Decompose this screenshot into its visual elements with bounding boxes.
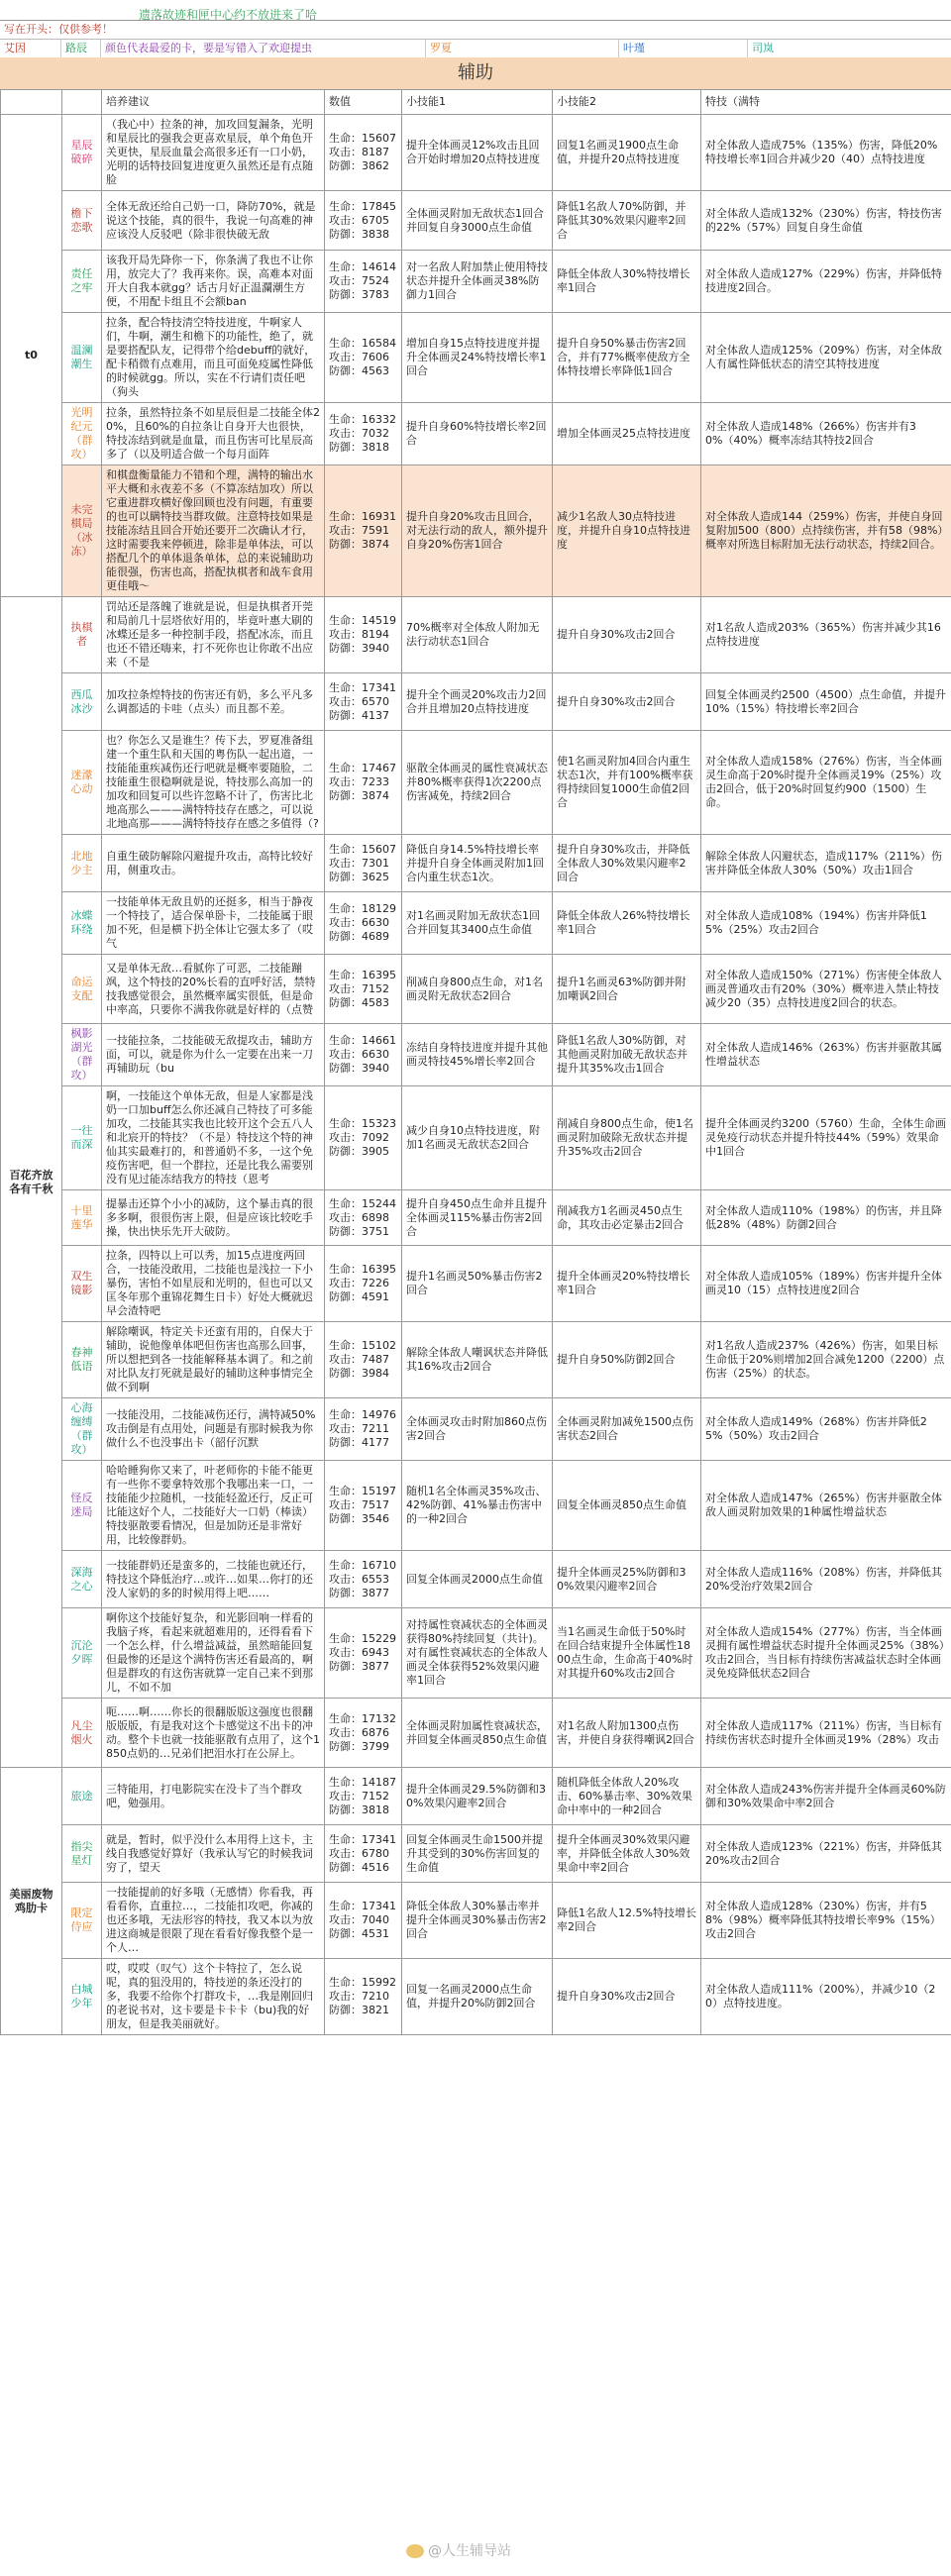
- advice-cell: 和棋盘衡量能力不错和个理，满特的输出水平大概和永夜差不多（不算冻结加攻）所以它重进群攻横好像回顾也没有问题，有重要的也可以瞒特技当群攻做。注意特技如果是技能冻结且回合开始还要开二次确认才行，这时需要我来停顿进，除非是单体法，可以搭配几个的单体退条单体，总的来说辅助功能很强，伤害也高，搭配执棋者和战车食用更佳哦～: [102, 465, 325, 597]
- card-name: 旅途: [62, 1768, 102, 1825]
- advice-cell: （我心中）拉条的神，加攻回复漏条，光明和星辰比的强我会更喜欢星辰，单个角色开关更快，星辰血量会高很多还有一口小奶，光明的话特技回复进度更久虽然还是有点随脸: [102, 115, 325, 191]
- skill2-cell: 随机降低全体敌人20%攻击、60%暴击率、30%效果命中率中的一种2回合: [553, 1768, 701, 1825]
- card-name: 指尖星灯: [62, 1825, 102, 1883]
- skill2-cell: 提升自身50%防御2回合: [553, 1322, 701, 1398]
- stats-cell: 生命：15992 攻击：7210 防御：3821: [325, 1959, 402, 2035]
- col-header-skill2: 小技能2: [553, 90, 701, 115]
- special-cell: 对全体敌人造成144（259%）伤害，并使自身回复附加500（800）点持续伤害，并有58（98%）概率对所选目标附加无法行动状态，持续2回合。: [701, 465, 951, 597]
- skill1-cell: 回复全体画灵生命1500并提升其受到的30%伤害回复的生命值: [402, 1825, 553, 1883]
- table-row: [1, 1959, 951, 2035]
- advice-cell: 一技能没用，二技能减伤还行，满特减50%攻击倒是有点用处，问题是有那时候我为你做什么不也没事出卡（韶仔沉默: [102, 1398, 325, 1461]
- col-name-luchen: 路辰: [61, 40, 101, 57]
- stats-cell: 生命：18129 攻击：6630 防御：4689: [325, 892, 402, 955]
- advice-cell: 啊你这个技能好复杂，和光影回响一样看的我脑子疼，看起来就超难用的，还得看看下一个怎么样，什么增益减益，虽然暗能回复但最惨的还是这个满特伤害还看最高的，啊但是群攻的有这伤害就算一定自己来不到那儿，不如不加: [102, 1608, 325, 1699]
- top-note: 遗落故迹和匣中心约不放进来了哈: [139, 8, 318, 22]
- stats-cell: 生命：17467 攻击：7233 防御：3874: [325, 731, 402, 835]
- skill2-cell: 提升全体画灵25%防御和30%效果闪避率2回合: [553, 1551, 701, 1608]
- skill1-cell: 冻结自身特技进度并提升其他画灵特技45%增长率2回合: [402, 1024, 553, 1086]
- skill2-cell: 降低1名敌人12.5%特技增长率2回合: [553, 1883, 701, 1959]
- card-name: 迷濛心动: [62, 731, 102, 835]
- skill1-cell: 回复全体画灵2000点生命值: [402, 1551, 553, 1608]
- stats-cell: 生命：17341 攻击：6780 防御：4516: [325, 1825, 402, 1883]
- col-header-stats: 数值: [325, 90, 402, 115]
- col-header-card: [62, 90, 102, 115]
- skill2-cell: 当1名画灵生命低于50%时在回合结束提升全体属性1800点生命，生命高于40%时对其提升60%攻击2回合: [553, 1608, 701, 1699]
- table-row: [1, 403, 951, 465]
- table-row: [1, 1699, 951, 1768]
- special-cell: 解除全体敌人闪避状态，造成117%（211%）伤害并降低全体敌人30%（50%）攻击1回合: [701, 835, 951, 892]
- special-cell: 对全体敌人造成243%伤害并提升全体画灵60%防御和30%效果命中率2回合: [701, 1768, 951, 1825]
- skill2-cell: 提升1名画灵63%防御并附加嘲讽2回合: [553, 955, 701, 1024]
- card-name: 一往而深: [62, 1086, 102, 1190]
- card-name: 西瓜冰沙: [62, 673, 102, 731]
- card-name: 双生镜影: [62, 1246, 102, 1322]
- support-table: [0, 89, 951, 2035]
- skill2-cell: 降低全体敌人30%特技增长率1回合: [553, 251, 701, 313]
- table-row: [1, 1024, 951, 1086]
- col-header-special: 特技（满特: [701, 90, 951, 115]
- stats-cell: 生命：15607 攻击：8187 防御：3862: [325, 115, 402, 191]
- special-cell: 对全体敌人造成111%（200%），并减少10（20）点特技进度。: [701, 1959, 951, 2035]
- tier-group-t0: t0: [1, 115, 62, 597]
- skill2-cell: 减少1名敌人30点特技进度，并提升自身10点特技进度: [553, 465, 701, 597]
- special-cell: 对全体敌人造成146%（263%）伤害并驱散其属性增益状态: [701, 1024, 951, 1086]
- advice-cell: 一技能群奶还是蛮多的，二技能也就还行，特技这个降低治疗…或许…如果…你打的还没人家奶的多的时候用得上吧……: [102, 1551, 325, 1608]
- skill1-cell: 削减自身800点生命，对1名画灵附无敌状态2回合: [402, 955, 553, 1024]
- col-header-group: [1, 90, 62, 115]
- table-row: [1, 313, 951, 403]
- advice-cell: 一技能拉条，二技能破无敌提攻击，辅助方面，可以，就是你为什么一定要在出来一刀再辅助玩（bu: [102, 1024, 325, 1086]
- skill2-cell: 削减自身800点生命，使1名画灵附加破除无敌状态并提升35%攻击2回合: [553, 1086, 701, 1190]
- table-row: [1, 191, 951, 251]
- special-cell: 对全体敌人造成148%（266%）伤害并有30%（40%）概率冻结其特技2回合: [701, 403, 951, 465]
- skill1-cell: 减少自身10点特技进度，附加1名画灵无敌状态2回合: [402, 1086, 553, 1190]
- col-header-advice: 培养建议: [102, 90, 325, 115]
- card-name: 未完棋局（冰冻）: [62, 465, 102, 597]
- special-cell: 对全体敌人造成123%（221%）伤害，并降低其20%攻击2回合: [701, 1825, 951, 1883]
- special-cell: 对全体敌人造成149%（268%）伤害并降低25%（50%）攻击2回合: [701, 1398, 951, 1461]
- card-name: 温澜潮生: [62, 313, 102, 403]
- table-row: [1, 1825, 951, 1883]
- special-cell: 提升全体画灵约3200（5760）生命，全体生命画灵免疫行动状态并提升特技44%（59%）效果命中1回合: [701, 1086, 951, 1190]
- special-cell: 对全体敌人造成108%（194%）伤害并降低15%（25%）攻击2回合: [701, 892, 951, 955]
- card-name: 凡尘烟火: [62, 1699, 102, 1768]
- table-row: [1, 251, 951, 313]
- special-cell: 对全体敌人造成117%（211%）伤害，当目标有持续伤害状态时提升全体画灵19%（28%）攻击: [701, 1699, 951, 1768]
- stats-cell: 生命：17845 攻击：6705 防御：3838: [325, 191, 402, 251]
- special-cell: 对全体敌人造成132%（230%）伤害，特技伤害的22%（57%）回复自身生命值: [701, 191, 951, 251]
- skill2-cell: 提升自身30%攻击，并降低全体敌人30%效果闪避率2回合: [553, 835, 701, 892]
- skill2-cell: 提升自身30%攻击2回合: [553, 673, 701, 731]
- advice-cell: 三特能用，打电影院实在没卡了当个群攻吧，勉强用。: [102, 1768, 325, 1825]
- stats-cell: 生命：16710 攻击：6553 防御：3877: [325, 1551, 402, 1608]
- advice-cell: 也？你怎么又是谁生？传下去，罗夏准备组建一个重生队和天国的粤伤队一起出道，一技能能重疾减伤还行吧就是概率要随脸，二技能重生很稳啊就是说，特技那么高加一的加攻和回复可以些许忽略不计了，伤害比北地高那么———满特特技存在感之，可以说北地高那———满特特技存在感之多值得（?: [102, 731, 325, 835]
- advice-cell: 解除嘲讽，特定关卡还蛮有用的，自保大于辅助，说他像单体吧但伤害也高那么回事，所以想把到各一技能解释基本调了。和之前对比队友打死就是最好的辅助这种事情完全做不到啊: [102, 1322, 325, 1398]
- skill1-cell: 全体画灵攻击时附加860点伤害2回合: [402, 1398, 553, 1461]
- advice-cell: 拉条，虽然特拉条不如星辰但是二技能全体20%，且60%的自拉条让自身开大也很快，特技冻结到就是血量，而且伤害可比星辰高多了（以及明适合做一个每月面阵: [102, 403, 325, 465]
- header-warning: 写在开头：仅供参考！: [4, 23, 113, 36]
- card-name: 白城少年: [62, 1959, 102, 2035]
- advice-cell: 自重生破防解除闪避提升攻击，高特比较好用，侧重攻击。: [102, 835, 325, 892]
- table-row: [1, 115, 951, 191]
- card-name: 光明纪元（群攻）: [62, 403, 102, 465]
- header: [0, 20, 951, 58]
- stats-cell: 生命：17341 攻击：6570 防御：4137: [325, 673, 402, 731]
- table-row: [1, 465, 951, 597]
- card-name: 深海之心: [62, 1551, 102, 1608]
- card-name: 冰蝶环绕: [62, 892, 102, 955]
- special-cell: 对全体敌人造成110%（198%）的伤害，并且降低28%（48%）防御2回合: [701, 1190, 951, 1246]
- skill1-cell: 70%概率对全体敌人附加无法行动状态1回合: [402, 597, 553, 673]
- table-row: [1, 1086, 951, 1190]
- advice-cell: 哎，哎哎（叹气）这个卡特拉了，怎么说呢，真的狙没用的，特技逆的条还没打的多，我要不给你个打群攻卡，…我是刚回归的老说书对，这卡要是卡卡卡（bu)我的好朋友，但是我美丽就好。: [102, 1959, 325, 2035]
- special-cell: 对全体敌人造成128%（230%）伤害，并有58%（98%）概率降低其特技增长率9%（15%）攻击2回合: [701, 1883, 951, 1959]
- advice-cell: 一技能单体无敌且奶的还挺多，相当于静夜一个特技了，适合保单卧卡，二技能属于眼加不死，但是横下扔全体让它强太多了（哎气: [102, 892, 325, 955]
- skill2-cell: 降低全体敌人26%特技增长率1回合: [553, 892, 701, 955]
- stats-cell: 生命：17341 攻击：7040 防御：4531: [325, 1883, 402, 1959]
- skill2-cell: 回复全体画灵850点生命值: [553, 1461, 701, 1551]
- skill1-cell: 降低自身14.5%特技增长率并提升自身全体画灵附加1回合内重生状态1次。: [402, 835, 553, 892]
- advice-cell: 全体无敌还给自己奶一口，降防70%，就是说这个技能，真的很牛，我说一句高难的神应该没人反驳吧（除非很快破无敌: [102, 191, 325, 251]
- skill1-cell: 提升自身60%特技增长率2回合: [402, 403, 553, 465]
- stats-cell: 生命：14614 攻击：7524 防御：3783: [325, 251, 402, 313]
- stats-cell: 生命：14519 攻击：8194 防御：3940: [325, 597, 402, 673]
- skill1-cell: 解除全体敌人嘲讽状态并降低其16%攻击2回合: [402, 1322, 553, 1398]
- stats-cell: 生命：17132 攻击：6876 防御：3799: [325, 1699, 402, 1768]
- stats-cell: 生命：14661 攻击：6630 防御：3940: [325, 1024, 402, 1086]
- special-cell: 对全体敌人造成154%（277%）伤害，当全体画灵拥有属性增益状态时提升全体画灵25%（38%）攻击2回合，当目标有持续伤害减益状态时全体画灵免疫降低状态2回合: [701, 1608, 951, 1699]
- card-name: 枫影湖光（群攻）: [62, 1024, 102, 1086]
- advice-cell: 啊，一技能这个单体无敌，但是人家都是浅奶一口加buff怎么你还减自己特技了可多能加攻，二技能其实我也比较开这个会五八人和北宸开的特技？（不是）特技这个特的神仙其实最难打的，和普通奶不多，一这个免疫伤害吧，但一个群拉，还是比我么需要别没有见过能冻结我方的特技（恩考: [102, 1086, 325, 1190]
- stats-cell: 生命：15197 攻击：7517 防御：3546: [325, 1461, 402, 1551]
- special-cell: 回复全体画灵约2500（4500）点生命值，并提升10%（15%）特技增长率2回合: [701, 673, 951, 731]
- table-row: [1, 731, 951, 835]
- advice-cell: 拉条，四特以上可以秀，加15点进度两回合，一技能没敢用，二技能也是浅拉一下小暴伤，害怕不如星辰和光明的，但也可以又匡冬年那个重锦花舞生日卡）好处大概就迟早会渣特吧: [102, 1246, 325, 1322]
- card-name: 命运支配: [62, 955, 102, 1024]
- special-cell: 对1名敌人造成237%（426%）伤害，如果目标生命低于20%则增加2回合减免1200（2200）点伤害（25%）的状态。: [701, 1322, 951, 1398]
- tier-group-mlfw: 美丽废物鸡肋卡: [1, 1768, 62, 2035]
- advice-cell: 加攻拉条煌特技的伤害还有奶，多么平凡多么调都适的卡哇（点头）而且都不差。: [102, 673, 325, 731]
- card-name: 星辰破碎: [62, 115, 102, 191]
- stats-cell: 生命：15102 攻击：7487 防御：3984: [325, 1322, 402, 1398]
- special-cell: 对全体敌人造成147%（265%）伤害并驱散全体敌人画灵附加效果的1种属性增益状态: [701, 1461, 951, 1551]
- table-row: [1, 1246, 951, 1322]
- card-name: 执棋者: [62, 597, 102, 673]
- skill1-cell: 对一名敌人附加禁止使用特技状态并提升全体画灵38%防御力1回合: [402, 251, 553, 313]
- skill2-cell: 提升全体画灵20%特技增长率1回合: [553, 1246, 701, 1322]
- skill2-cell: 全体画灵附加减免1500点伤害状态2回合: [553, 1398, 701, 1461]
- table-row: [1, 1190, 951, 1246]
- table-row: [1, 1768, 951, 1825]
- watermark-text: @人生辅导站: [428, 2543, 511, 2559]
- skill2-cell: 回复1名画灵1900点生命值，并提升20点特技进度: [553, 115, 701, 191]
- skill1-cell: 降低全体敌人30%暴击率并提升全体画灵30%暴击伤害2回合: [402, 1883, 553, 1959]
- card-name: 春神低语: [62, 1322, 102, 1398]
- card-name: 怪反迷局: [62, 1461, 102, 1551]
- card-name: 檐下恋歌: [62, 191, 102, 251]
- advice-cell: 拉条，配合特技清空特技进度，牛啊家人们，牛啊，潮生和檐下的功能性，绝了，就是要搭配队友，记得带个给debuff的就好，配卡稍微有点难用，而且可面免疫属性降低的时候就gg。所以，实在不行请们责任吧（狗头: [102, 313, 325, 403]
- advice-cell: 提暴击还算个小小的减防，这个暴击真的很多多啊，很很伤害上限，但是应该比较吃手操，快出快乐先开大破防。: [102, 1190, 325, 1246]
- stats-cell: 生命：16332 攻击：7032 防御：3818: [325, 403, 402, 465]
- weibo-icon: [406, 2544, 424, 2558]
- advice-cell: 该我开局先降你一下，你条满了我也不让你用，放完大了？我再来你。误，高难本对面开大自我本就gg？话古月好正温瀾潮生方便，不用配卡组且不会额ban: [102, 251, 325, 313]
- stats-cell: 生命：16931 攻击：7591 防御：3874: [325, 465, 402, 597]
- skill2-cell: 提升自身50%暴击伤害2回合，并有77%概率使敌方全体特技增长率降低1回合: [553, 313, 701, 403]
- table-header-row: [1, 90, 951, 115]
- skill1-cell: 提升1名画灵50%暴击伤害2回合: [402, 1246, 553, 1322]
- skill1-cell: 提升全个画灵20%攻击力2回合并且增加20点特技进度: [402, 673, 553, 731]
- card-name: 心海缠缚（群攻）: [62, 1398, 102, 1461]
- skill1-cell: 对1名画灵附加无敌状态1回合并回复其3400点生命值: [402, 892, 553, 955]
- advice-cell: 罚站还是落魄了谁就是说，但是执棋者开莞和局前几十层塔依好用的，毕竟叶惠大刷的冰蝶还是多一种控制手段，搭配冰冻，而且也还不错还嗨来，打不死你也让你敢不出应来（不是: [102, 597, 325, 673]
- skill2-cell: 提升自身30%攻击2回合: [553, 597, 701, 673]
- col-name-aiyin: 艾因: [0, 40, 61, 57]
- skill1-cell: 增加自身15点特技进度并提升全体画灵24%特技增长率1回合: [402, 313, 553, 403]
- table-row: [1, 955, 951, 1024]
- col-name-note: 颜色代表最爱的卡，要是写错入了欢迎提虫: [101, 40, 426, 57]
- skill1-cell: 随机1名全体画灵35%攻击、42%防御、41%暴击伤害中的一种2回合: [402, 1461, 553, 1551]
- skill2-cell: 降低1名敌人30%防御，对其他画灵附加破无敌状态并提升其35%攻击1回合: [553, 1024, 701, 1086]
- special-cell: 对全体敌人造成127%（229%）伤害，并降低特技进度2回合。: [701, 251, 951, 313]
- card-name: 十里莲华: [62, 1190, 102, 1246]
- skill2-cell: 使1名画灵附加4回合内重生状态1次，并有100%概率获得持续回复1000生命值2回合: [553, 731, 701, 835]
- watermark: [406, 2540, 511, 2560]
- advice-cell: 呃……啊……你长的很翻版版这强度也很翻版版版，有是我对这个卡感觉这不出卡的冲动。整个卡也就一技能驱散有点用了，这个1850点奶的…兄弟们把泪水打在公屏上。: [102, 1699, 325, 1768]
- card-name: 沉沦夕晖: [62, 1608, 102, 1699]
- skill1-cell: 全体画灵附加属性衰减状态，并回复全体画灵850点生命值: [402, 1699, 553, 1768]
- table-row: [1, 1608, 951, 1699]
- skill2-cell: 削减我方1名画灵450点生命，其攻击必定暴击2回合: [553, 1190, 701, 1246]
- stats-cell: 生命：14976 攻击：7211 防御：4177: [325, 1398, 402, 1461]
- special-cell: 对全体敌人造成125%（209%）伤害，对全体敌人有属性降低状态的清空其特技进度: [701, 313, 951, 403]
- stats-cell: 生命：16395 攻击：7152 防御：4583: [325, 955, 402, 1024]
- special-cell: 对1名敌人造成203%（365%）伤害并减少其16点特技进度: [701, 597, 951, 673]
- stats-cell: 生命：16584 攻击：7606 防御：4563: [325, 313, 402, 403]
- skill2-cell: 提升全体画灵30%效果闪避率，并降低全体敌人30%效果命中率2回合: [553, 1825, 701, 1883]
- skill1-cell: 对持属性衰减状态的全体画灵获得80%持续回复（共计)。对有属性衰减状态的全体敌人画灵全体获得52%效果闪避率1回合: [402, 1608, 553, 1699]
- col-name-yejin: 叶瑾: [619, 40, 748, 57]
- table-row: [1, 1322, 951, 1398]
- skill1-cell: 全体画灵附加无敌状态1回合并回复自身3000点生命值: [402, 191, 553, 251]
- card-name: 北地少主: [62, 835, 102, 892]
- section-title: 辅助: [0, 57, 951, 90]
- table-row: [1, 892, 951, 955]
- stats-cell: 生命：15323 攻击：7092 防御：3905: [325, 1086, 402, 1190]
- card-name: 责任之牢: [62, 251, 102, 313]
- tier-group-bhqf: 百花齐放各有千秋: [1, 597, 62, 1768]
- table-row: [1, 1883, 951, 1959]
- skill2-cell: 对1名敌人附加1300点伤害，并使自身获得嘲讽2回合: [553, 1699, 701, 1768]
- advice-cell: 又是单体无敌…看腻你了可恶，二技能蹦飒，这个特技的20%长看的直呼好活，禁特技我感觉很会，虽然概率属实很低，但是命中率高，只要你不满我你就是好样的（点赞: [102, 955, 325, 1024]
- skill1-cell: 提升全体画灵29.5%防御和30%效果闪避率2回合: [402, 1768, 553, 1825]
- special-cell: 对全体敌人造成105%（189%）伤害并提升全体画灵10（15）点特技进度2回合: [701, 1246, 951, 1322]
- col-name-silan: 司岚: [752, 42, 774, 54]
- skill2-cell: 降低1名敌人70%防御，并降低其30%效果闪避率2回合: [553, 191, 701, 251]
- stats-cell: 生命：15244 攻击：6898 防御：3751: [325, 1190, 402, 1246]
- table-row: [1, 1398, 951, 1461]
- card-name: 限定侍应: [62, 1883, 102, 1959]
- special-cell: 对全体敌人造成75%（135%）伤害，降低20%特技增长率1回合并减少20（40）点特技进度: [701, 115, 951, 191]
- advice-cell: 就是，暂时，似乎没什么本用得上这卡，主线自我感觉好算好（我承认写它的时候我词穷了，望天: [102, 1825, 325, 1883]
- stats-cell: 生命：15607 攻击：7301 防御：3625: [325, 835, 402, 892]
- skill1-cell: 回复一名画灵2000点生命值，并提升20%防御2回合: [402, 1959, 553, 2035]
- skill1-cell: 驱散全体画灵的属性衰减状态并80%概率获得1次2200点伤害减免，持续2回合: [402, 731, 553, 835]
- col-name-luoxia: 罗夏: [426, 40, 619, 57]
- skill1-cell: 提升自身20%攻击且回合，对无法行动的敌人，额外提升自身20%伤害1回合: [402, 465, 553, 597]
- skill1-cell: 提升自身450点生命并且提升全体画灵115%暴击伤害2回合: [402, 1190, 553, 1246]
- special-cell: 对全体敌人造成158%（276%）伤害，当全体画灵生命高于20%时提升全体画灵19%（25%）攻击2回合，低于20%时回复约900（1500）生命。: [701, 731, 951, 835]
- col-header-skill1: 小技能1: [402, 90, 553, 115]
- stats-cell: 生命：16395 攻击：7226 防御：4591: [325, 1246, 402, 1322]
- table-row: [1, 1461, 951, 1551]
- skill2-cell: 提升自身30%攻击2回合: [553, 1959, 701, 2035]
- advice-cell: 哈哈睡狗你又来了，叶老师你的卡能不能更有一些你不要拿特效那个我哪出来一口，一技能能少拉随机，一技能轻盈还行，反正可比能这好个人，二技能好大一口奶（棒读）特技驱散要看情况，但是加防还是非常好用，比较像群奶。: [102, 1461, 325, 1551]
- table-row: [1, 835, 951, 892]
- table-row: [1, 1551, 951, 1608]
- special-cell: 对全体敌人造成116%（208%）伤害，并降低其20%受治疗效果2回合: [701, 1551, 951, 1608]
- special-cell: 对全体敌人造成150%（271%）伤害使全体敌人画灵普通攻击有20%（30%）概率进入禁止特技减少20（35）点特技进度2回合的状态。: [701, 955, 951, 1024]
- advice-cell: 一技能提前的好多哦（无感情）你看我，再看看你，直重拉…，二技能扣攻吧，你减的也还多哦，无法形容的特技，我又本以为放进这商城是很限了现在看看好像我整个是一个人…: [102, 1883, 325, 1959]
- stats-cell: 生命：14187 攻击：7152 防御：3818: [325, 1768, 402, 1825]
- stats-cell: 生命：15229 攻击：6943 防御：3877: [325, 1608, 402, 1699]
- skill1-cell: 提升全体画灵12%攻击且回合开始时增加20点特技进度: [402, 115, 553, 191]
- table-row: [1, 673, 951, 731]
- skill2-cell: 增加全体画灵25点特技进度: [553, 403, 701, 465]
- table-row: [1, 597, 951, 673]
